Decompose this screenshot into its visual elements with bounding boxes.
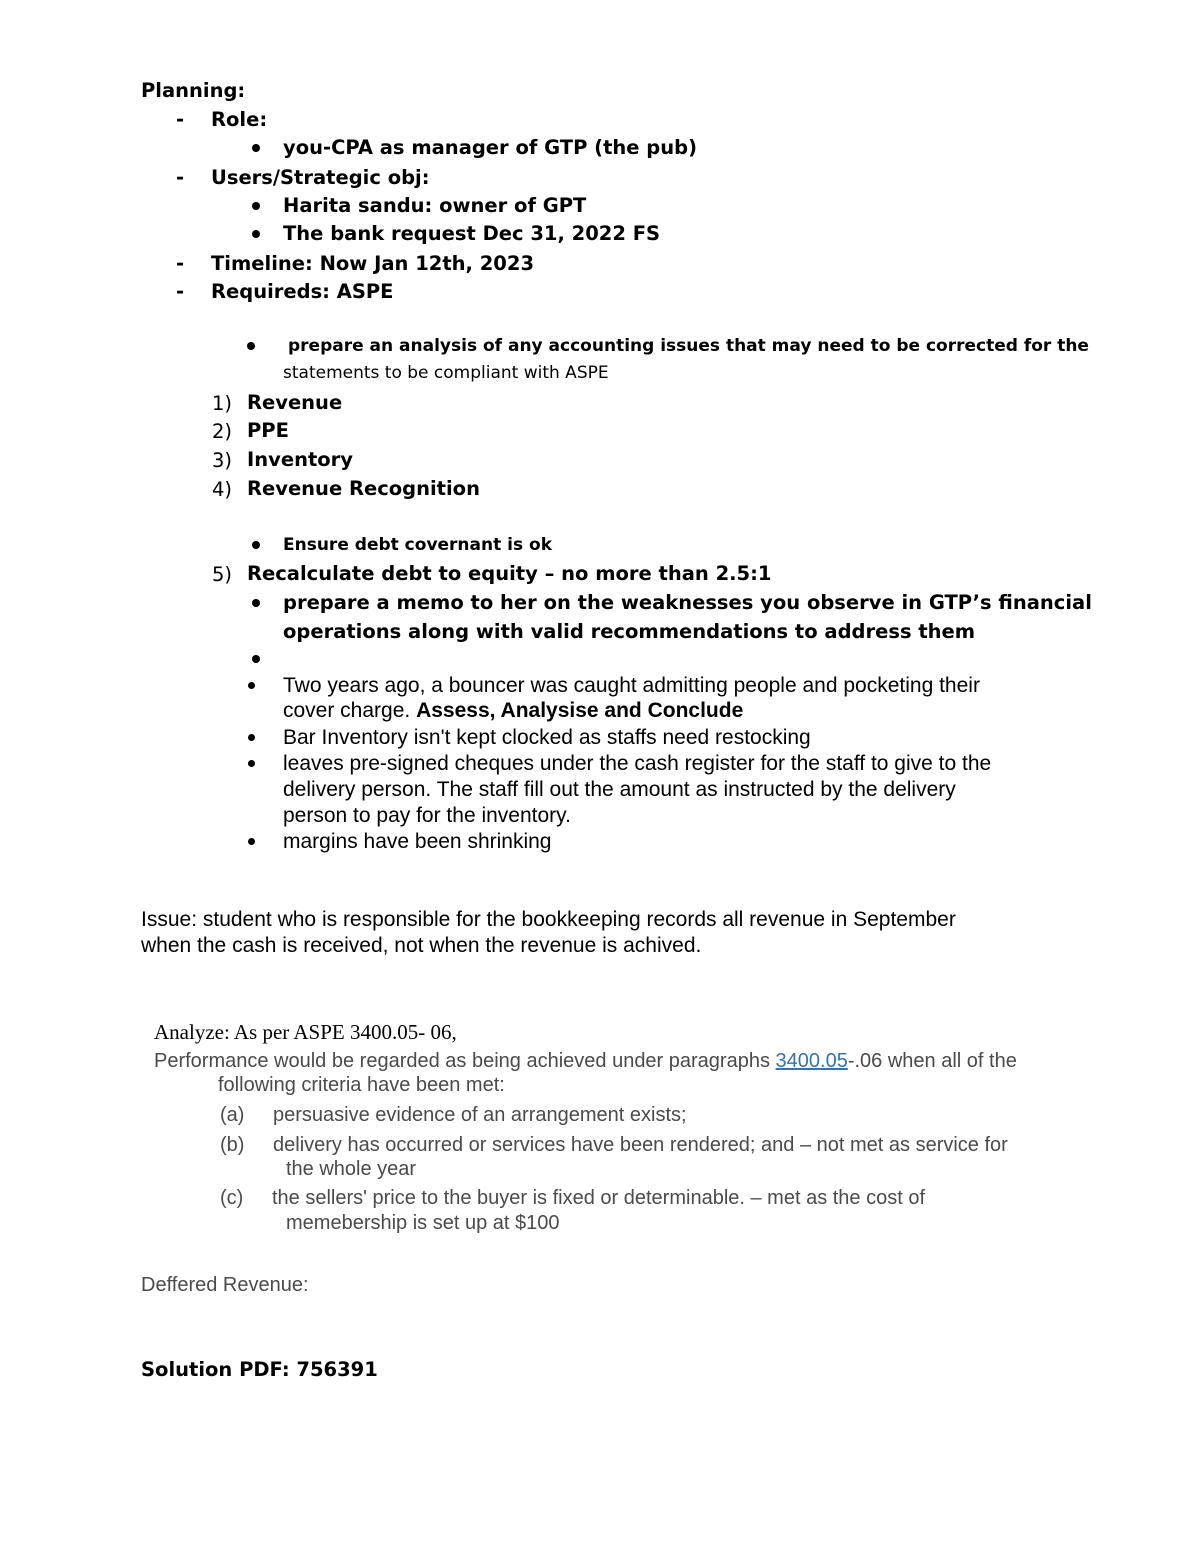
bullet-dot [248,682,255,689]
numbered-num: 3) [212,449,233,472]
dash-bullet: - [176,252,185,275]
numbered-num: 4) [212,478,233,501]
dash-bullet: - [176,280,185,303]
issue-line2: when the cash is received, not when the revenue is achived. [141,934,702,957]
numbered-item: Recalculate debt to equity – no more than 2.5:1 [247,562,772,585]
margins-weakness: margins have been shrinking [283,830,552,853]
bullet-dot [252,541,260,549]
criteria-label: (c) [220,1187,244,1209]
bouncer-line1: Two years ago, a bouncer was caught admitting people and pocketing their [283,674,980,697]
bouncer-line2: cover charge. [283,699,411,722]
numbered-item: PPE [247,419,289,442]
bullet-dot [252,599,260,607]
criteria-text: delivery has occurred or services have been rendered; and – not met as service for [273,1134,1008,1156]
required-analysis-line2: statements to be compliant with ASPE [283,363,609,383]
planning-heading: Planning: [141,79,246,102]
performance-text-end: -.06 when all of the [847,1050,1017,1072]
deferred-revenue: Deffered Revenue: [141,1274,309,1296]
analyze-heading: Analyze: As per ASPE 3400.05- 06, [154,1020,457,1044]
cheques-line2: delivery person. The staff fill out the amount as instructed by the delivery [283,778,956,801]
bullet-dot [252,202,260,210]
bullet-dot [252,230,260,238]
issue-line1: Issue: student who is responsible for the bookkeeping records all revenue in September [141,908,956,931]
users-item: Harita sandu: owner of GPT [283,194,587,217]
numbered-item: Revenue Recognition [247,477,480,500]
numbered-item: Revenue [247,391,343,414]
numbered-num: 5) [212,563,233,586]
criteria-text: persuasive evidence of an arrangement exists; [273,1104,687,1126]
users-item: The bank request Dec 31, 2022 FS [283,222,661,245]
bullet-dot [248,838,255,845]
criteria-text-cont: the whole year [286,1158,417,1180]
memo-line2: operations along with valid recommendations to address them [283,620,976,643]
solution-pdf: Solution PDF: 756391 [141,1358,378,1381]
memo-line1: prepare a memo to her on the weaknesses you observe in GTP’s financial [283,591,1092,614]
requireds: Requireds: ASPE [211,280,394,303]
bullet-dot [247,342,255,350]
bouncer-bold: Assess, Analysise and Conclude [416,699,744,722]
dash-bullet: - [176,166,185,189]
numbered-num: 2) [212,420,233,443]
performance-text: Performance would be regarded as being achieved under paragraphs [154,1050,770,1072]
dash-bullet: - [176,108,185,131]
bullet-dot [248,734,255,741]
performance-line2: following criteria have been met: [218,1074,505,1096]
bullet-dot [248,760,255,767]
numbered-item: Inventory [247,448,354,471]
inventory-weakness: Bar Inventory isn't kept clocked as staffs need restocking [283,726,811,749]
users-label: Users/Strategic obj: [211,166,430,189]
timeline: Timeline: Now Jan 12th, 2023 [211,252,535,275]
criteria-text-cont: memebership is set up at $100 [286,1212,560,1234]
aspe-3400-link[interactable]: 3400.05 [775,1050,848,1072]
role-item: you-CPA as manager of GTP (the pub) [283,136,697,159]
cheques-line1: leaves pre-signed cheques under the cash register for the staff to give to the [283,752,992,775]
required-analysis-line1: prepare an analysis of any accounting issues that may need to be corrected for the [288,336,1089,356]
covenant: Ensure debt covernant is ok [283,535,553,555]
cheques-line3: person to pay for the inventory. [283,804,571,827]
criteria-text: the sellers' price to the buyer is fixed or determinable. – met as the cost of [272,1187,926,1209]
criteria-label: (b) [220,1134,245,1156]
bullet-dot [252,655,260,663]
criteria-label: (a) [220,1104,245,1126]
role-label: Role: [211,108,268,131]
bullet-dot [252,144,260,152]
numbered-num: 1) [212,392,233,415]
